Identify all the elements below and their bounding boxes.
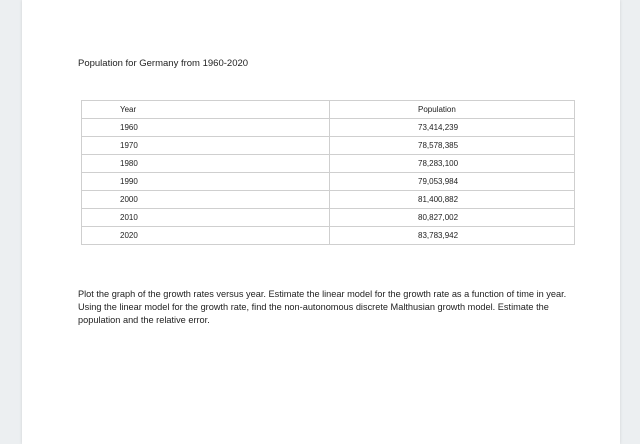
problem-statement: Plot the graph of the growth rates versus year. Estimate the linear model for the growth rate as a function of time in year. Using the linear model for the growth rate, find the non-autonomous discrete Malthusian growth model. Estimate the population and the relative error. — [78, 289, 567, 325]
year-cell: 1990 — [82, 173, 330, 191]
table-row — [82, 137, 575, 155]
year-cell: 2020 — [82, 227, 330, 245]
population-cell: 83,783,942 — [330, 227, 575, 245]
population-cell: 80,827,002 — [330, 209, 575, 227]
population-table — [81, 100, 575, 245]
table-row — [82, 173, 575, 191]
year-cell: 2000 — [82, 191, 330, 209]
population-cell: 81,400,882 — [330, 191, 575, 209]
population-cell: 79,053,984 — [330, 173, 575, 191]
table-header-row — [82, 101, 575, 119]
year-cell: 1980 — [82, 155, 330, 173]
document-title: Population for Germany from 1960-2020 — [78, 58, 249, 69]
year-cell: 1970 — [82, 137, 330, 155]
population-cell: 78,283,100 — [330, 155, 575, 173]
table-row — [82, 227, 575, 245]
year-cell: 2010 — [82, 209, 330, 227]
table-row — [82, 209, 575, 227]
document-page — [22, 0, 620, 444]
year-cell: 1960 — [82, 119, 330, 137]
column-header-year: Year — [82, 101, 330, 119]
column-header-population: Population — [330, 101, 575, 119]
population-cell: 73,414,239 — [330, 119, 575, 137]
table-row — [82, 155, 575, 173]
population-cell: 78,578,385 — [330, 137, 575, 155]
table-row — [82, 119, 575, 137]
table-row — [82, 191, 575, 209]
